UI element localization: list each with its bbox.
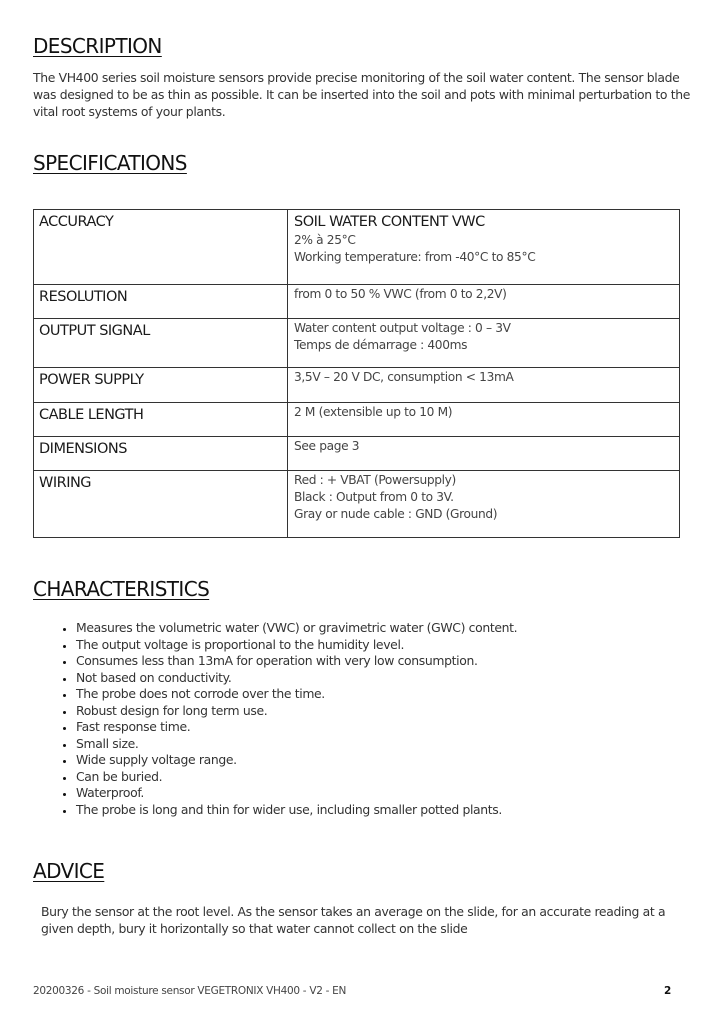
- list-item: • Not based on conductivity.: [76, 670, 676, 687]
- spec-value: [288, 437, 680, 471]
- list-item: • Small size.: [76, 736, 676, 753]
- characteristics-list: [49, 620, 676, 818]
- spec-key: POWER SUPPLY: [34, 368, 288, 403]
- spec-row-accuracy: [34, 210, 680, 285]
- advice-heading: ADVICE: [33, 859, 105, 883]
- spec-value-line: Red : + VBAT (Powersupply): [294, 473, 456, 487]
- spec-value-line: Black : Output from 0 to 3V.: [294, 490, 454, 504]
- list-item: • Consumes less than 13mA for operation with very low consumption.: [76, 653, 676, 670]
- spec-value: [288, 210, 680, 285]
- list-item: • Fast response time.: [76, 719, 676, 736]
- spec-value-title: SOIL WATER CONTENT VWC: [294, 214, 485, 230]
- spec-value: [288, 403, 680, 437]
- list-item: • Robust design for long term use.: [76, 703, 676, 720]
- spec-key: WIRING: [34, 471, 288, 538]
- spec-value-line: See page 3: [294, 439, 360, 453]
- spec-value: [288, 368, 680, 403]
- spec-key: RESOLUTION: [34, 285, 288, 319]
- spec-value-line: Working temperature: from -40°C to 85°C: [294, 250, 536, 264]
- page-number: 2: [664, 985, 672, 997]
- description-heading: DESCRIPTION: [33, 34, 162, 58]
- spec-row-output-signal: [34, 319, 680, 368]
- list-item: • The probe does not corrode over the time.: [76, 686, 676, 703]
- spec-value-line: 2 M (extensible up to 10 M): [294, 405, 453, 419]
- characteristics-heading: CHARACTERISTICS: [33, 577, 210, 601]
- spec-value-line: Gray or nude cable : GND (Ground): [294, 507, 498, 521]
- list-item: • Waterproof.: [76, 785, 676, 802]
- advice-text: Bury the sensor at the root level. As the sensor takes an average on the slide, for an accurate reading at a given depth, bury it horizontally so that water cannot collect on the slide: [41, 904, 666, 936]
- spec-value: [288, 319, 680, 368]
- spec-row-cable-length: [34, 403, 680, 437]
- spec-value-line: Water content output voltage : 0 – 3V: [294, 321, 511, 335]
- list-item: • Measures the volumetric water (VWC) or gravimetric water (GWC) content.: [76, 620, 676, 637]
- spec-key: CABLE LENGTH: [34, 403, 288, 437]
- specifications-heading: SPECIFICATIONS: [33, 151, 187, 175]
- list-item: • Wide supply voltage range.: [76, 752, 676, 769]
- spec-row-dimensions: [34, 437, 680, 471]
- description-text: The VH400 series soil moisture sensors provide precise monitoring of the soil water content. The sensor blade was designed to be as thin as possible. It can be inserted into the soil and pots with minimal perturbation to the vital root systems of your plants.: [33, 70, 690, 119]
- spec-row-power-supply: [34, 368, 680, 403]
- spec-value-line: from 0 to 50 % VWC (from 0 to 2,2V): [294, 287, 507, 301]
- spec-key: ACCURACY: [34, 210, 288, 285]
- spec-value: [288, 285, 680, 319]
- spec-key: DIMENSIONS: [34, 437, 288, 471]
- list-item: • The output voltage is proportional to the humidity level.: [76, 637, 676, 654]
- spec-value-line: 3,5V – 20 V DC, consumption < 13mA: [294, 370, 514, 384]
- spec-key: OUTPUT SIGNAL: [34, 319, 288, 368]
- list-item: • The probe is long and thin for wider use, including smaller potted plants.: [76, 802, 676, 819]
- list-item: • Can be buried.: [76, 769, 676, 786]
- specifications-table: [33, 209, 680, 538]
- footer-doc-ref: 20200326 - Soil moisture sensor VEGETRONIX VH400 - V2 - EN: [33, 985, 347, 997]
- spec-row-resolution: [34, 285, 680, 319]
- spec-value-line: Temps de démarrage : 400ms: [294, 338, 468, 352]
- spec-row-wiring: [34, 471, 680, 538]
- spec-value: [288, 471, 680, 538]
- spec-value-line: 2% à 25°C: [294, 233, 356, 247]
